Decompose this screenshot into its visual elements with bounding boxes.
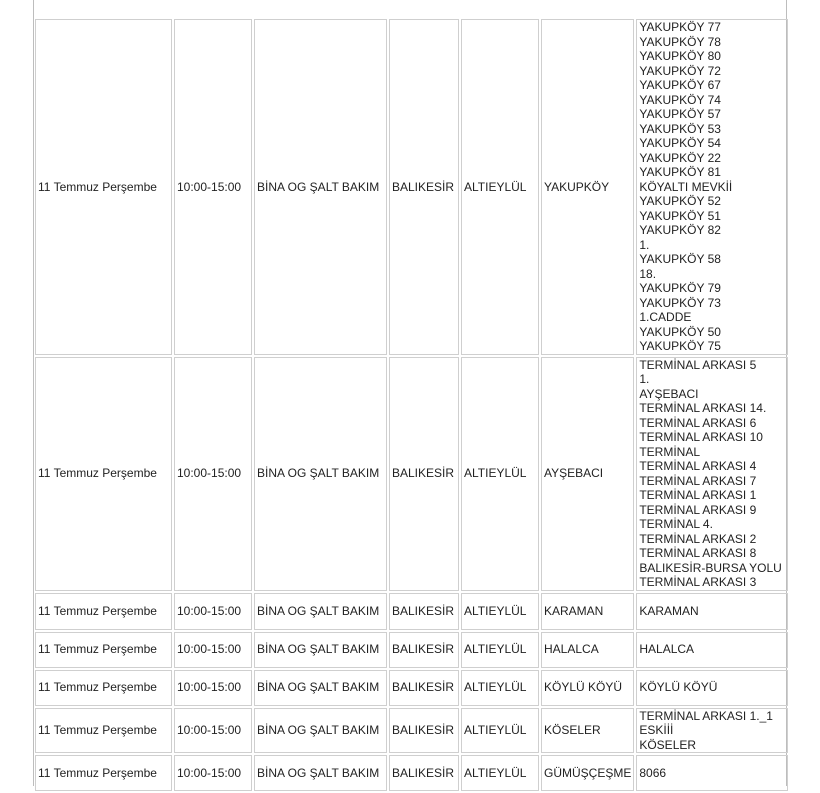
city-cell: BALIKESİR	[389, 357, 459, 591]
time-cell: 10:00-15:00	[174, 632, 252, 668]
work-cell: BİNA OG ŞALT BAKIM	[254, 670, 387, 706]
street-name: YAKUPKÖY 53	[639, 121, 721, 136]
table-row	[35, 670, 788, 706]
street-name: YAKUPKÖY 81	[639, 165, 721, 179]
street-name: YAKUPKÖY 22	[639, 150, 721, 165]
street-name: 1.	[639, 237, 650, 252]
street-name: TERMİNAL ARKASI 10	[639, 430, 763, 444]
city-cell: BALIKESİR	[389, 755, 459, 791]
street-name: YAKUPKÖY 80	[639, 49, 721, 63]
work-cell: BİNA OG ŞALT BAKIM	[254, 19, 387, 355]
street-name: YAKUPKÖY 72	[639, 63, 721, 78]
street-name: 8066	[639, 765, 667, 780]
district-cell: ALTIEYLÜL	[461, 632, 539, 668]
street-name: YAKUPKÖY 74	[639, 92, 721, 107]
work-cell: BİNA OG ŞALT BAKIM	[254, 357, 387, 591]
street-name: TERMİNAL ARKASI 9	[639, 502, 757, 517]
district-cell: ALTIEYLÜL	[461, 593, 539, 630]
street-name: HALALCA	[639, 642, 695, 657]
street-name: TERMİNAL ARKASI 1	[639, 488, 757, 502]
street-name: YAKUPKÖY 67	[639, 78, 721, 92]
table-row	[35, 357, 788, 591]
streets-cell	[636, 708, 788, 754]
time-cell: 10:00-15:00	[174, 670, 252, 706]
time-cell: 10:00-15:00	[174, 593, 252, 630]
street-name: TERMİNAL ARKASI 14.	[639, 401, 767, 415]
street-name: YAKUPKÖY 73	[639, 295, 721, 310]
street-name: KÖSELER	[639, 737, 697, 752]
street-name: YAKUPKÖY 57	[639, 107, 721, 121]
street-name: YAKUPKÖY 51	[639, 208, 721, 223]
neighborhood-cell: KÖSELER	[541, 708, 634, 754]
street-name: TERMİNAL ARKASI 6	[639, 415, 757, 430]
city-cell: BALIKESİR	[389, 593, 459, 630]
street-name: TERMİNAL ARKASI 2	[639, 531, 757, 546]
streets-cell	[636, 670, 788, 706]
city-cell: BALIKESİR	[389, 670, 459, 706]
street-name: YAKUPKÖY 52	[639, 194, 721, 208]
street-name: YAKUPKÖY 50	[639, 324, 721, 339]
date-cell: 11 Temmuz Perşembe	[35, 670, 172, 706]
neighborhood-cell: KARAMAN	[541, 593, 634, 630]
time-cell: 10:00-15:00	[174, 755, 252, 791]
neighborhood-cell: KÖYLÜ KÖYÜ	[541, 670, 634, 706]
street-name: AYŞEBACI	[639, 386, 699, 401]
neighborhood-cell: GÜMÜŞÇEŞME	[541, 755, 634, 791]
neighborhood-cell: AYŞEBACI	[541, 357, 634, 591]
table-row	[35, 632, 788, 668]
table-row	[35, 593, 788, 630]
street-name: KARAMAN	[639, 603, 699, 618]
neighborhood-cell: HALALCA	[541, 632, 634, 668]
date-cell: 11 Temmuz Perşembe	[35, 19, 172, 355]
date-cell: 11 Temmuz Perşembe	[35, 632, 172, 668]
time-cell: 10:00-15:00	[174, 708, 252, 754]
district-cell: ALTIEYLÜL	[461, 670, 539, 706]
streets-cell	[636, 593, 788, 630]
district-cell: ALTIEYLÜL	[461, 19, 539, 355]
street-name: YAKUPKÖY 82	[639, 223, 721, 237]
work-cell: BİNA OG ŞALT BAKIM	[254, 708, 387, 754]
date-cell: 11 Temmuz Perşembe	[35, 593, 172, 630]
street-name: TERMİNAL ARKASI 8	[639, 546, 757, 560]
district-cell: ALTIEYLÜL	[461, 755, 539, 791]
time-cell: 10:00-15:00	[174, 19, 252, 355]
city-cell: BALIKESİR	[389, 632, 459, 668]
work-cell: BİNA OG ŞALT BAKIM	[254, 755, 387, 791]
street-name: TERMİNAL	[639, 444, 701, 459]
street-name: 1.	[639, 372, 650, 386]
street-name: YAKUPKÖY 79	[639, 281, 721, 295]
street-name: YAKUPKÖY 58	[639, 252, 721, 266]
street-name: TERMİNAL ARKASI 3	[639, 575, 757, 589]
streets-cell	[636, 632, 788, 668]
street-name: TERMİNAL 4.	[639, 517, 713, 531]
street-name: TERMİNAL ARKASI 1._1	[639, 708, 773, 723]
city-cell: BALIKESİR	[389, 708, 459, 754]
street-name: TERMİNAL ARKASI 5	[639, 357, 757, 372]
street-name: YAKUPKÖY 54	[639, 136, 721, 150]
district-cell: ALTIEYLÜL	[461, 357, 539, 591]
street-name: BALIKESİR-BURSA YOLU	[639, 560, 782, 575]
city-cell: BALIKESİR	[389, 19, 459, 355]
street-name: KÖYALTI MEVKİİ	[639, 179, 733, 194]
street-name: YAKUPKÖY 78	[639, 34, 721, 49]
street-name: YAKUPKÖY 77	[639, 20, 721, 34]
street-name: TERMİNAL ARKASI 7	[639, 473, 757, 488]
street-name: 18.	[639, 266, 657, 281]
table-row	[35, 708, 788, 754]
date-cell: 11 Temmuz Perşembe	[35, 755, 172, 791]
work-cell: BİNA OG ŞALT BAKIM	[254, 593, 387, 630]
street-name: ESKİİİ	[639, 723, 674, 737]
streets-cell	[636, 19, 788, 355]
date-cell: 11 Temmuz Perşembe	[35, 708, 172, 754]
table-row	[35, 19, 788, 355]
street-name: TERMİNAL ARKASI 4	[639, 459, 757, 473]
time-cell: 10:00-15:00	[174, 357, 252, 591]
work-cell: BİNA OG ŞALT BAKIM	[254, 632, 387, 668]
street-name: KÖYLÜ KÖYÜ	[639, 680, 718, 695]
date-cell: 11 Temmuz Perşembe	[35, 357, 172, 591]
district-cell: ALTIEYLÜL	[461, 708, 539, 754]
streets-cell	[636, 357, 788, 591]
street-name: 1.CADDE	[639, 310, 692, 324]
neighborhood-cell: YAKUPKÖY	[541, 19, 634, 355]
street-name: YAKUPKÖY 75	[639, 339, 721, 353]
outage-table	[33, 17, 790, 793]
